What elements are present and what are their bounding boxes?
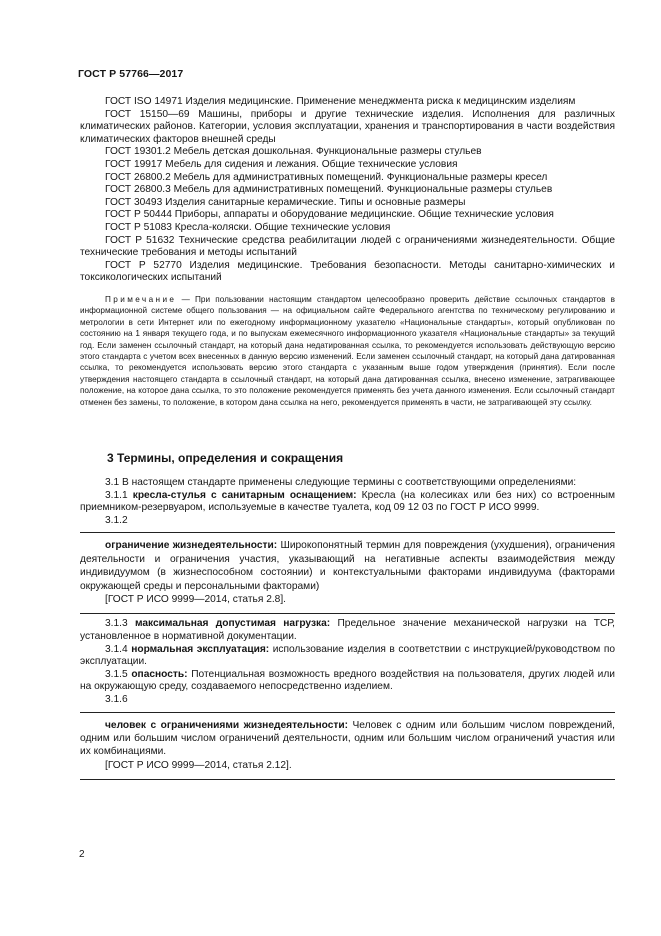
reference-item: ГОСТ 30493 Изделия санитарные керамические. Типы и основные размеры: [105, 196, 466, 208]
term-title: нормальная эксплуатация:: [131, 643, 270, 655]
note-paragraph: [80, 294, 615, 408]
reference-item: ГОСТ Р 51083 Кресла-коляски. Общие технические условия: [105, 221, 391, 233]
term-3-1-2-number: 3.1.2: [105, 514, 128, 526]
note-label: Примечание: [105, 294, 177, 304]
term-title: ограничение жизнедеятельности:: [105, 540, 278, 552]
reference-item: ГОСТ Р 50444 Приборы, аппараты и оборудование медицинские. Общие технические условия: [105, 209, 554, 221]
reference-item: ГОСТ Р 51632 Технические средства реабилитации людей с ограничениями жизнедеятельности. Общие технические требования и методы испытаний: [80, 234, 615, 259]
term-3-1-4: 3.1.4 нормальная эксплуатация: использование изделия в соответствии с инструкцией/руководством по эксплуатации.: [80, 643, 615, 668]
section-heading: 3 Термины, определения и сокращения: [107, 450, 344, 465]
page-content: [80, 96, 615, 784]
term-3-1-2-definition: ограничение жизнедеятельности: Широкопонятный термин для повреждения (ухудшения), ограничения деятельности и ограничения участия, указывающий на негативные аспекты взаимодействия между индивидуумом (в жизнеспособном состоянии) и контекстуальными факторами индивидуума (факторами окружающей среды и персональными факторами): [80, 540, 616, 592]
term-3-1-6-number: 3.1.6: [105, 693, 128, 705]
reference-item: ГОСТ 26800.3 Мебель для административных помещений. Функциональные размеры стульев: [105, 184, 553, 196]
page-header: ГОСТ Р 57766—2017: [78, 68, 184, 80]
page-number: 2: [79, 849, 85, 860]
term-3-1-2-box: [80, 532, 615, 614]
term-3-1-6-source: [ГОСТ Р ИСО 9999—2014, статья 2.12].: [105, 759, 292, 771]
term-3-1-2-source: [ГОСТ Р ИСО 9999—2014, статья 2.8].: [105, 593, 287, 605]
normative-references: [80, 96, 615, 285]
note-text: — При пользовании настоящим стандартом целесообразно проверить действие ссылочных стандартов в информационной системе общего пользования — на официальном сайте Федерального агентства по техническому регулированию и метрологии в сети Интернет или по ежегодному информационному указателю «Национальные стандарты», который опубликован по состоянию на 1 января текущего года, и по выпускам ежемесячного информационного указателя «Национальные стандарты» за текущий год. Если заменен ссылочный стандарт, на который дана недатированная ссылка, то рекомендуется использовать действующую версию этого стандарта с учетом всех внесенных в данную версию изменений. Если заменен ссылочный стандарт, на который дана датированная ссылка, то рекомендуется использовать версию этого стандарта с указанным выше годом утверждения (принятия). Если после утверждения настоящего стандарта в ссылочный стандарт, на который дана датированная ссылка, внесено изменение, затрагивающее положение, на которое дана ссылка, то это положение рекомендуется применять без учета данного изменения. Если ссылочный стандарт отменен без замены, то положение, в котором дана ссылка на него, рекомендуется применять в части, не затрагивающей эту ссылку.: [80, 294, 615, 407]
term-title: максимальная допустимая нагрузка:: [134, 618, 331, 630]
term-3-1-6-definition: человек с ограничениями жизнедеятельности: Человек с одним или большим числом повреждений, одним или большим числом ограничений деятельности, одним или большим числом ограничений участия или их комбинациями.: [80, 719, 615, 758]
term-3-1-6-box: [80, 712, 615, 781]
reference-item: ГОСТ 19917 Мебель для сидения и лежания. Общие технические условия: [105, 158, 458, 170]
term-3-1-5: 3.1.5 опасность: Потенциальная возможность вредного воздействия на пользователя, других людей или на окружающую среду, создаваемого непосредственно изделием.: [80, 668, 615, 693]
reference-item: ГОСТ Р 52770 Изделия медицинские. Требования безопасности. Методы санитарно-химических и токсикологических испытаний: [80, 259, 615, 284]
term-title: опасность:: [131, 668, 188, 680]
reference-item: ГОСТ 19301.2 Мебель детская дошкольная. Функциональные размеры стульев: [105, 146, 482, 158]
section-intro: 3.1 В настоящем стандарте применены следующие термины с соответствующими определениями:: [105, 476, 577, 488]
reference-item: ГОСТ 15150—69 Машины, приборы и другие технические изделия. Исполнения для различных климатических районов. Категории, условия эксплуатации, хранения и транспортирования в части воздействия климатических факторов внешней среды: [80, 108, 615, 145]
term-title: кресла-стулья с санитарным оснащением:: [132, 489, 357, 501]
term-3-1-1: 3.1.1 кресла-стулья с санитарным оснащением: Кресла (на колесиках или без них) со встроенным приемником-резервуаром, используемые в качестве туалета, код 09 12 03 по ГОСТ Р ИСО 9999.: [80, 489, 615, 514]
reference-item: ГОСТ 26800.2 Мебель для административных помещений. Функциональные размеры кресел: [105, 171, 548, 183]
term-3-1-3: 3.1.3 максимальная допустимая нагрузка: Предельное значение механической нагрузки на ТСР, установленное в нормативной документации.: [80, 618, 615, 642]
term-title: человек с ограничениями жизнедеятельности:: [105, 719, 349, 731]
reference-item: ГОСТ ISO 14971 Изделия медицинские. Применение менеджмента риска к медицинским изделиям: [105, 96, 576, 107]
